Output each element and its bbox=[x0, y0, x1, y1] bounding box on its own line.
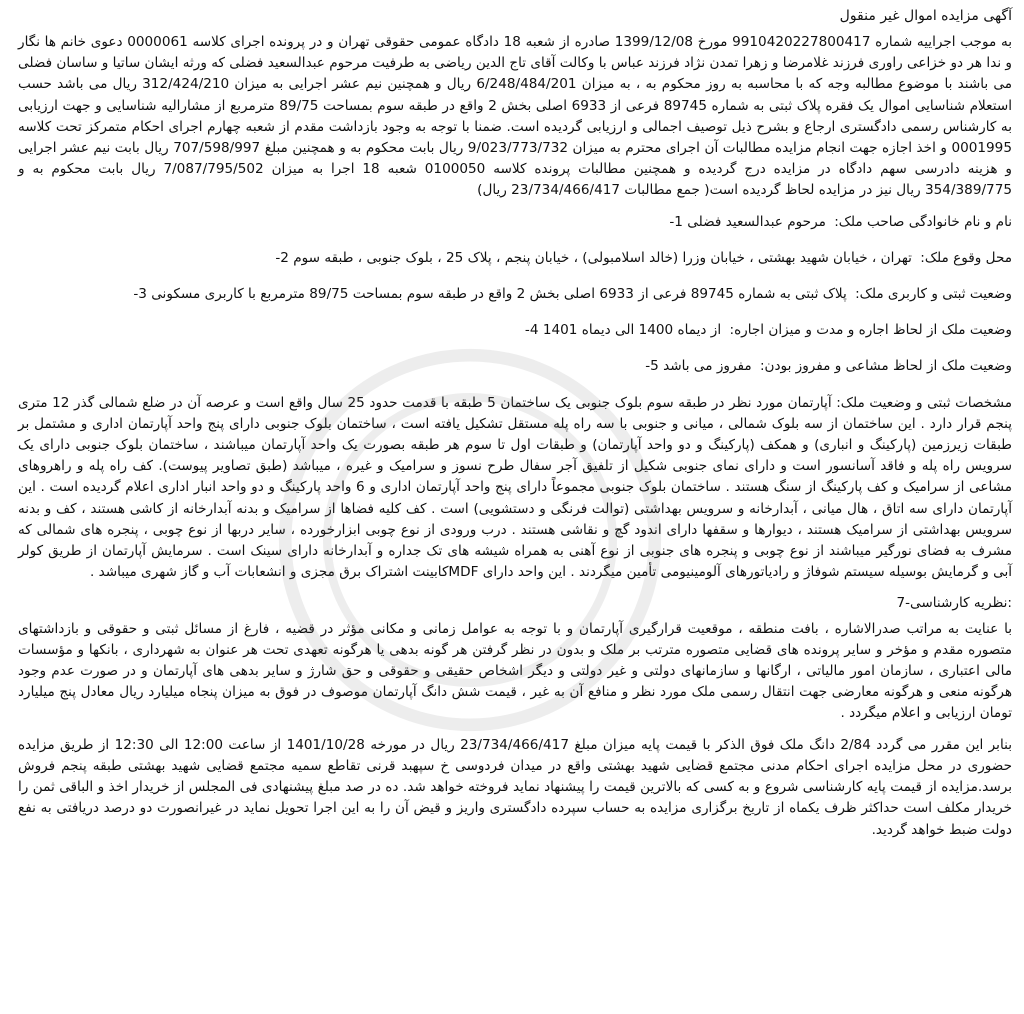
expert-opinion-paragraph: با عنایت به مراتب صدرالاشاره ، بافت منطقه ، موقعیت قرارگیری آپارتمان و با توجه به عوامل زمانی و مکانی مؤثر در قضیه ، فارغ از مسائل ثبتی و حقوقی و بازداشتهای متصوره مقدم و مؤخر و سایر پرونده های قضایی متصوره مترتب بر ملک و بدون در نظر گرفتن هر گونه بدهی یا هرگونه تعهدی تحت هر عنوان به شهرداری ، بانکها و مؤسسات مالی اعتباری ، سازمان امور مالیاتی ، ارگانها و سازمانهای دولتی و غیر دولتی و دیگر اشخاص حقیقی و حقوقی و حق شارژ و سایر بدهی های آپارتمان و در صورت عدم وجود هرگونه منعی و هرگونه معارضی جهت انتقال رسمی ملک مورد نظر و منافع آن به غیر ، قیمت شش دانگ آپارتمان موصوف در فوق به میزان پنجاه میلیارد ریال معادل پنج میلیارد تومان ارزیابی و اعلام میگردد . bbox=[18, 620, 1012, 722]
item-3-number: 3- bbox=[133, 286, 147, 303]
item-3-registration bbox=[18, 284, 1012, 305]
item-2-label: محل وقوع ملک: bbox=[920, 249, 1012, 266]
item-4-lease bbox=[18, 320, 1012, 341]
expert-opinion-heading: :نظریه کارشناسی-7 bbox=[896, 595, 1012, 612]
item-1-text: مرحوم عبدالسعید فضلی bbox=[687, 213, 826, 230]
item-2-text: تهران ، خیابان شهید بهشتی ، خیابان وزرا (خالد اسلامبولی) ، خیابان پنجم ، پلاک 25 ، بلوک جنوبی ، طبقه سوم bbox=[293, 249, 912, 266]
item-2-number: 2- bbox=[275, 249, 289, 266]
item-4-label: وضعیت ملک از لحاظ اجاره و مدت و میزان اجاره: bbox=[729, 322, 1012, 339]
item-6-description bbox=[18, 393, 1012, 584]
item-1-owner bbox=[18, 212, 1012, 233]
item-6-label: مشخصات ثبتی و وضعیت ملک: bbox=[836, 394, 1012, 411]
item-3-text: پلاک ثبتی به شماره 89745 فرعی از 6933 اصلی بخش 2 واقع در طبقه سوم بمساحت 89/75 مترمربع با کاربری مسکونی bbox=[151, 286, 847, 303]
item-3-label: وضعیت ثبتی و کاربری ملک: bbox=[855, 286, 1012, 303]
notice-document bbox=[18, 6, 1012, 1010]
item-4-number: 4- bbox=[524, 322, 539, 339]
item-4-text: از دیماه 1400 الی دیماه 1401 bbox=[542, 322, 722, 339]
item-2-location bbox=[18, 248, 1012, 269]
item-1-number: 1- bbox=[669, 213, 683, 230]
item-5-ownership bbox=[18, 356, 1012, 377]
item-1-label: نام و نام خانوادگی صاحب ملک: bbox=[834, 213, 1012, 230]
closing-paragraph: بنابر این مقرر می گردد 2/84 دانگ ملک فوق الذکر با قیمت پایه میزان مبلغ 23/734/466/417 ریال در مورخه 1401/10/28 از ساعت 12:00 الی 12:30 از طریق مزایده حضوری در محل مزایده اجرای احکام مدنی مجتمع قضایی شهید بهشتی واقع در میدان فردوسی خ سپهبد قرنی تقاطع سمیه مجتمع قضایی شهید بهشتی طبقه پنجم فروش برسد.مزایده از قیمت پایه کارشناسی شروع و به کسی که بالاترین قیمت را پیشنهاد نماید فروخته خواهد شد. ده در صد مبلغ پیشنهادی فی المجلس از خریدار اخذ و الباقی ثمن را خریدار مکلف است حداکثر ظرف یکماه از تاریخ برگزاری مزایده به حساب سپرده دادگستری واریز و قیض آن را به این اجرا تحویل نماید در غیرانصورت دو درصد دریافتی به نفع دولت ضبط خواهد گردید. bbox=[18, 736, 1012, 838]
item-5-label: وضعیت ملک از لحاظ مشاعی و مفروز بودن: bbox=[759, 358, 1012, 375]
intro-paragraph: به موجب اجراییه شماره 9910420227800417 مورخ 1399/12/08 صادره از شعبه 18 دادگاه عمومی حقوقی تهران و در پرونده اجرای کلاسه 0000061 دعوی خانم ها نگار و ندا هر دو خزاعی راوری فرزند غلامرضا و زهرا تمدن نژاد فرزند عباس با وکالت آقای تاج الدین ریاضی به طرفیت مرحوم عبدالسعید فضلی که ورثه ایشان ساتیا و ساسان فضلی می باشند با موضوع مطالبه وجه که با محاسبه به روز محکوم به ، به میزان 6/248/484/201 ریال و همچنین نیم عشر اجرایی به میزان 312/424/210 ریال می باشد حسب استعلام شناسایی اموال یک فقره پلاک ثبتی به شماره 89745 فرعی از 6933 اصلی بخش 2 واقع در طبقه سوم بمساحت 89/75 مترمربع از مشارالیه شناسایی و جهت ارزیابی به کارشناس رسمی دادگستری ارجاع و بشرح ذیل توصیف اجمالی و ارزیابی گردیده است. ضمنا با توجه به وجود بازداشت مقدم از شعبه چهارم اجرای احکام متمرکز تحت کلاسه 0001995 و اخذ اجازه جهت انجام مزایده مطالبات آن اجرای محترم به میزان 9/023/773/732 ریال بابت محکوم به و همچنین مبلغ 707/598/997 ریال بابت نیم عشر اجرایی و هزینه دادرسی سهم دادگاه در مزایده درج گردیده و همچنین مطالبات پرونده کلاسه 0100050 شعبه 18 اجرا به میزان 7/087/795/502 ریال بابت محکوم به و 354/389/775 ریال نیز در مزایده لحاظ گردیده است( جمع مطالبات 23/734/466/417 ریال) bbox=[17, 34, 1013, 199]
item-5-text: مفروز می باشد bbox=[663, 358, 752, 375]
notice-title: آگهی مزایده اموال غیر منقول bbox=[839, 8, 1012, 24]
item-5-number: 5- bbox=[645, 358, 659, 375]
item-6-text: آپارتمان مورد نظر در طبقه سوم بلوک جنوبی یک ساختمان 5 طبقه با قدمت حدود 25 سال واقع است و عرصه آن در ضلع شمالی گذر 12 متری پنجم قرار دارد . این ساختمان از سه بلوک شمالی ، میانی و جنوبی با سه راه پله مستقل تشکیل یافته است ، ساختمان بلوک جنوبی دارای پنج واحد آپارتمان اداری و مشتمل بر طبقات زیرزمین (پارکینگ و انباری) و همکف (پارکینگ و دو واحد آپارتمان) و طبقات اول تا سوم هر طبقه بصورت یک واحد آپارتمان میباشند ، ساختمان بلوک جنوبی دارای یک سرویس راه پله و فاقد آسانسور است و دارای نمای جنوبی شکیل از تلفیق آجر سفال طرح نسوز و سرامیک و غیره ، میباشد (طبق تصاویر پیوست). کف راه پله و راهروهای مشاعی از سرامیک و کف پارکینگ از سنگ هستند . ساختمان بلوک جنوبی مجموعاً دارای پنج واحد آپارتمان اداری و 6 واحد پارکینگ و دو واحد انبار اداری اعلام گردیده است . این آپارتمان دارای سه اتاق ، هال میانی ، آبدارخانه و سرویس بهداشتی (توالت فرنگی و دستشویی) است . کف کلیه فضاها از سرامیک و بدنه آبدارخانه از کاشی هستند ، کف و بدنه سرویس بهداشتی از سرامیک هستند ، دیوارها و سقفها دارای اندود گچ و نقاشی هستند . درب ورودی از نوع چوبی ابزارخورده ، سایر دربها از نوع چوبی ، پنجره های شمالی که مشرف به فضای نورگیر میباشند از نوع چوبی و پنجره های جنوبی از نوع آهنی به همراه شیشه های تک جداره و آبدارخانه دارای سینک است . سرمایش آپارتمان از طریق کولر آبی و گرمایش بوسیله سیستم شوفاژ و رادیاتورهای آلومینیومی تأمین میگردند . این واحد دارای MDFکابینت اشتراک برق مجزی و انشعابات آب و گاز شهری میباشد . bbox=[18, 394, 1012, 581]
